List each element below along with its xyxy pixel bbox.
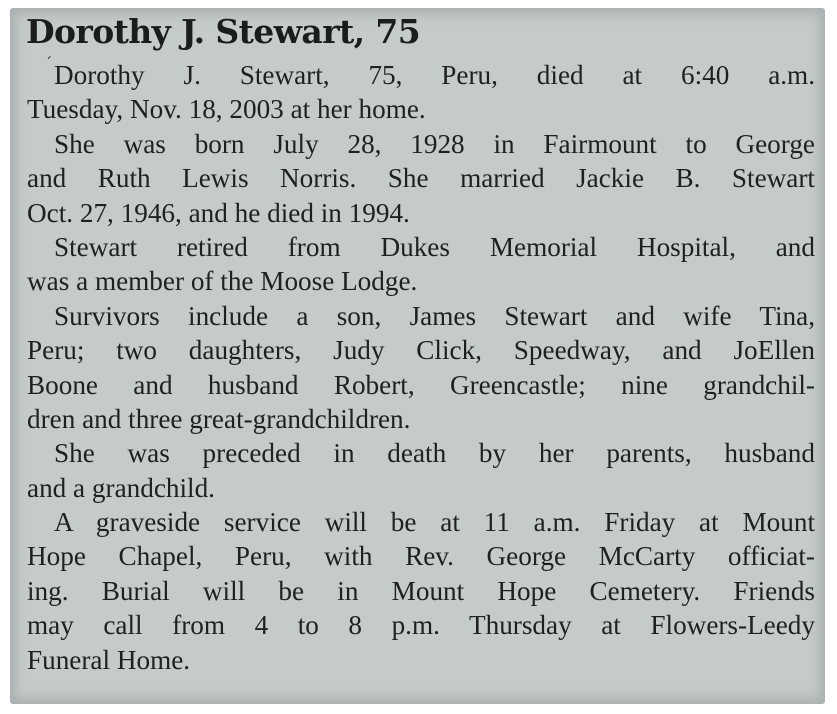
text-line: Survivors include a son, James Stewart and wife Tina, (54, 300, 815, 331)
text-line: She was born July 28, 1928 in Fairmount to George (54, 128, 815, 159)
text-line: was a member of the Moose Lodge. (27, 266, 418, 297)
obituary-headline: Dorothy J. Stewart, 75 (26, 12, 421, 51)
text-line: and Ruth Lewis Norris. She married Jackie B. Stewart (27, 163, 815, 194)
text-line: ing. Burial will be in Mount Hope Cemetery. Friends (27, 575, 815, 606)
obituary-body (27, 58, 815, 677)
text-line: may call from 4 to 8 p.m. Thursday at Flowers-Leedy (27, 610, 815, 641)
text-line: Tuesday, Nov. 18, 2003 at her home. (27, 94, 426, 125)
text-line: A graveside service will be at 11 a.m. Friday at Mount (54, 507, 815, 538)
text-line: Hope Chapel, Peru, with Rev. George McCarty officiat- (27, 541, 815, 572)
text-line: dren and three great-grandchildren. (27, 403, 411, 434)
text-line: She was preceded in death by her parents, husband (54, 438, 815, 469)
text-line: Funeral Home. (27, 644, 191, 675)
text-line: Boone and husband Robert, Greencastle; nine grandchil- (27, 369, 815, 400)
text-line: Dorothy J. Stewart, 75, Peru, died at 6:40 a.m. (54, 60, 815, 90)
text-line: Peru; two daughters, Judy Click, Speedway, and JoEllen (27, 335, 815, 366)
text-line: and a grandchild. (27, 472, 215, 503)
text-line: Oct. 27, 1946, and he died in 1994. (27, 197, 410, 228)
ink-mark: ´ (45, 56, 52, 72)
text-line: Stewart retired from Dukes Memorial Hospital, and (54, 231, 815, 262)
